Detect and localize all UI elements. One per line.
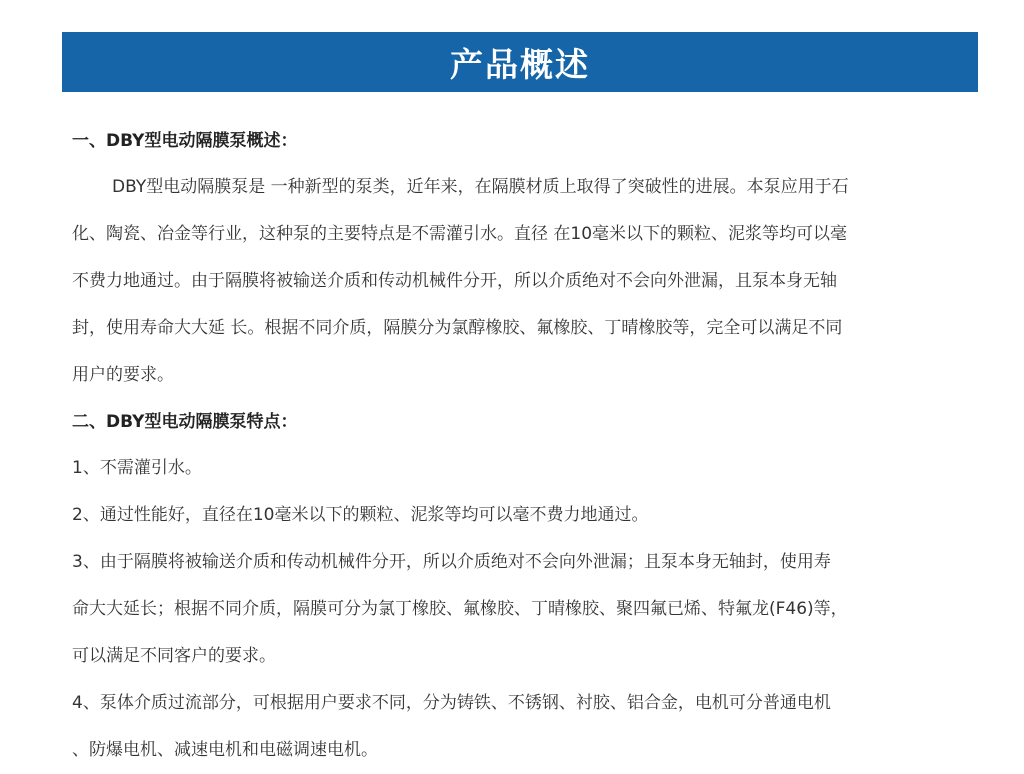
- feature-list: [72, 445, 972, 774]
- article-content: [72, 118, 972, 774]
- section-heading-overview: 一、DBY型电动隔膜泵概述：: [72, 131, 298, 151]
- feature-item-2: 2、通过性能好，直径在10毫米以下的颗粒、泥浆等均可以毫不费力地通过。: [72, 505, 649, 525]
- page-title: 产品概述: [450, 44, 590, 84]
- overview-line: DBY型电动隔膜泵是 一种新型的泵类，近年来，在隔膜材质上取得了突破性的进展。本泵应用于石: [112, 177, 849, 197]
- feature-item-3: [72, 539, 972, 680]
- title-banner: [62, 32, 978, 92]
- section-heading-features: 二、DBY型电动隔膜泵特点：: [72, 412, 298, 432]
- overview-line: 化、陶瓷、冶金等行业，这种泵的主要特点是不需灌引水。直径 在10毫米以下的颗粒、泥浆等均可以毫: [72, 224, 848, 244]
- feature-item-line: 4、泵体介质过流部分，可根据用户要求不同，分为铸铁、不锈钢、衬胶、铝合金，电机可分普通电机: [72, 693, 831, 713]
- overview-paragraph: [72, 164, 972, 399]
- feature-item-line: 、防爆电机、减速电机和电磁调速电机。: [72, 740, 378, 760]
- feature-item-4: [72, 680, 972, 774]
- feature-item-line: 可以满足不同客户的要求。: [72, 646, 276, 666]
- overview-line: 不费力地通过。由于隔膜将被输送介质和传动机械件分开，所以介质绝对不会向外泄漏，且泵本身无轴: [72, 271, 837, 291]
- feature-item-1: 1、不需灌引水。: [72, 458, 202, 478]
- feature-item-line: 3、由于隔膜将被输送介质和传动机械件分开，所以介质绝对不会向外泄漏；且泵本身无轴封，使用寿: [72, 552, 831, 572]
- overview-line: 封，使用寿命大大延 长。根据不同介质，隔膜分为氯醇橡胶、氟橡胶、丁晴橡胶等，完全可以满足不同: [72, 318, 843, 338]
- overview-line: 用户的要求。: [72, 365, 174, 385]
- feature-item-line: 命大大延长；根据不同介质，隔膜可分为氯丁橡胶、氟橡胶、丁晴橡胶、聚四氟已烯、特氟龙(F46)等，: [72, 599, 848, 619]
